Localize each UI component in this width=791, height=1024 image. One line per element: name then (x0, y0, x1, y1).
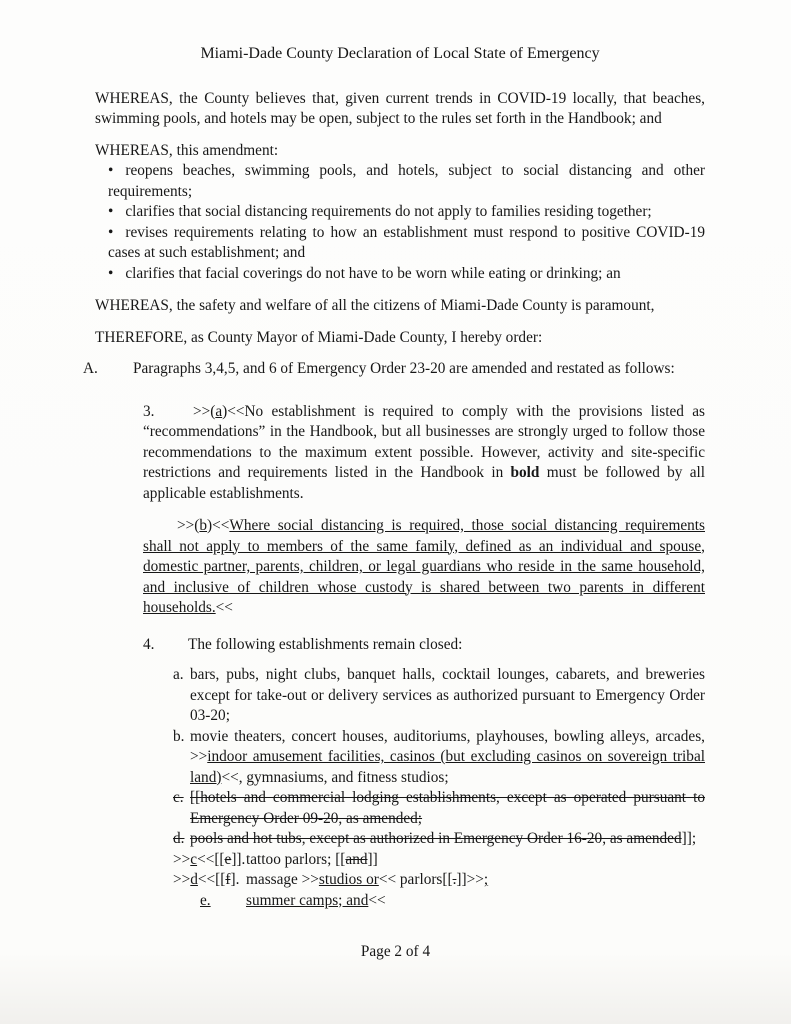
list-item-massage (173, 870, 705, 891)
list-item-bars (173, 665, 705, 727)
whereas-amendment-intro: WHEREAS, this amendment: (95, 141, 279, 159)
item-label: a. (173, 666, 184, 683)
whereas-trends-paragraph: WHEREAS, the County believes that, given current trends in COVID-19 locally, that beaches, swimming pools, and hotels may be open, subject to the rules set forth in the Handbook; and (95, 89, 705, 127)
document-title: Miami-Dade County Declaration of Local State of Emergency (200, 45, 600, 62)
item-label: b. (173, 727, 185, 745)
therefore-paragraph: THEREFORE, as County Mayor of Miami-Dade County, I hereby order: (95, 328, 543, 346)
bullet-text: revises requirements relating to how an establishment must respond to positive COVID-19 cases at such establishment; and (108, 223, 705, 261)
list-item-summer-camps (173, 891, 705, 912)
item-label: >>d<<[[f]. (173, 871, 240, 888)
list-item-theaters (173, 727, 705, 789)
list-item-hotels-struck (173, 788, 705, 829)
page-number: Page 2 of 4 (360, 943, 431, 960)
list-item-pools-struck (173, 829, 705, 850)
amended-paragraphs-block (143, 402, 705, 912)
amendment-bullet-list (95, 161, 705, 284)
section-a-label: A. (83, 360, 98, 377)
paragraph-3-number: 3. (143, 402, 155, 420)
paragraph-4-intro (143, 635, 705, 656)
bullet-text: reopens beaches, swimming pools, and hotels, subject to social distancing and other requirements; (108, 162, 705, 200)
item-text: [[hotels and commercial lodging establishments, except as operated pursuant to Emergency Order 09-20, as amended; (190, 789, 705, 827)
item-text: tattoo parlors; [[and]] (246, 850, 378, 868)
paragraph-3a-text: >>(a)<<No establishment is required to comply with the provisions listed as “recommendations” in the Handbook, but all businesses are strongly urged to follow those recommendations to the maximum extent possible. However, activity and site-specific restrictions and requirements listed in the Handbook in bold must be followed by all applicable establishments. (143, 402, 705, 502)
closed-establishments-list (173, 665, 705, 911)
bullet-text: clarifies that social distancing requirements do not apply to families residing together; (125, 203, 652, 220)
item-text: massage >>studios or<< parlors[[.]]>>; (246, 871, 489, 888)
whereas-safety-paragraph: WHEREAS, the safety and welfare of all the citizens of Miami-Dade County is paramount, (95, 297, 655, 314)
bullet-item-clarifies-distancing (108, 202, 705, 223)
bullet-item-reopens (108, 161, 705, 202)
paragraph-4-text: The following establishments remain closed: (188, 635, 463, 653)
bullet-item-revises (108, 223, 705, 264)
bullet-item-facial-coverings (108, 264, 705, 285)
section-a-text: Paragraphs 3,4,5, and 6 of Emergency Order 23-20 are amended and restated as follows: (133, 360, 675, 377)
list-item-tattoo (173, 850, 705, 871)
bullet-text: clarifies that facial coverings do not have to be worn while eating or drinking; an (125, 264, 621, 282)
paragraph-3b: >>(b)<<Where social distancing is required, those social distancing requirements shall not apply to members of the same family, defined as an individual and spouse, domestic partner, parents, children, or legal guardians who reside in the same household, and inclusive of children whose custody is shared between two parents in different households.<< (143, 517, 705, 616)
item-label: e. (200, 891, 211, 909)
item-label: >>c<<[[e]]. (173, 850, 246, 868)
item-text: pools and hot tubs, except as authorized in Emergency Order 16-20, as amended]]; (190, 830, 697, 847)
item-label: d. (173, 830, 185, 847)
paragraph-3a (143, 402, 705, 505)
item-text: summer camps; and<< (246, 891, 386, 909)
paragraph-4-number: 4. (143, 635, 155, 653)
item-text: bars, pubs, night clubs, banquet halls, cocktail lounges, cabarets, and breweries except for take-out or delivery services as authorized pursuant to Emergency Order 03-20; (190, 666, 705, 724)
item-text: movie theaters, concert houses, auditoriums, playhouses, bowling alleys, arcades, >>indoor amusement facilities, casinos (but excluding casinos on sovereign tribal land)<<, gymnasiums, and fitness studios; (190, 727, 705, 786)
section-a-heading (83, 359, 705, 380)
item-label: c. (173, 789, 184, 806)
